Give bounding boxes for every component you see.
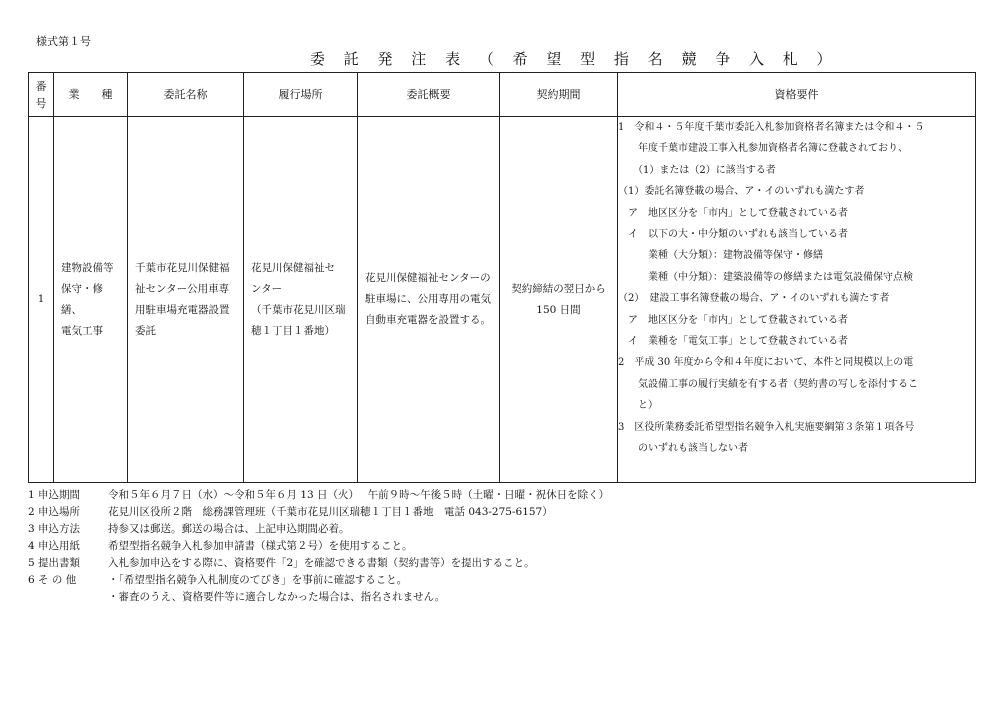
period-line: 契約締結の翌日から — [511, 282, 606, 295]
note-text: 令和５年６月７日（水）～令和５年６月 13 日（火） 午前９時～午後５時（土曜・日曜・祝休日を除く） — [108, 489, 610, 501]
cell-requirements — [618, 117, 976, 483]
requirement-line: 2 平成 30 年度から令和４年度において、本件と同規模以上の電 — [618, 357, 914, 369]
cell-name — [128, 117, 244, 483]
requirement-line: ア 地区区分を「市内」として登載されている者 — [618, 207, 848, 219]
requirement-line: 業種（中分類）：建築設備等の修繕または電気設備保守点検 — [618, 271, 913, 283]
name-line: 祉センター公用車専 — [135, 282, 230, 295]
note-label: 2 申込場所 — [28, 506, 81, 518]
period-line: 150 日間 — [536, 303, 581, 316]
note-text: 希望型指名競争入札参加申請書（様式第２号）を使用すること。 — [108, 540, 413, 552]
summary-line: 花見川保健福祉センターの — [365, 272, 491, 284]
location-line: （千葉市花見川区瑞 — [251, 303, 346, 316]
cell-type — [54, 117, 128, 483]
note-label: 5 提出書類 — [28, 557, 81, 569]
notes-section — [28, 487, 609, 606]
summary-line: 自動車充電器を設置する。 — [365, 314, 491, 326]
location-line: 穂１丁目１番地） — [251, 324, 335, 337]
requirement-line: 1 令和４・５年度千葉市委託入札参加資格者名簿または令和４・５ — [618, 122, 925, 133]
requirement-line: （1）または（2）に該当する者 — [618, 164, 776, 176]
note-text: 持参又は郵送。郵送の場合は、上記申込期間必着。 — [108, 523, 350, 535]
order-table — [28, 72, 976, 483]
name-line: 用駐車場充電器設置 — [135, 303, 230, 316]
note-text: ・「希望型指名競争入札制度のてびき」を事前に確認すること。 — [108, 574, 408, 586]
header-type: 業 種 — [54, 73, 128, 117]
cell-location — [244, 117, 358, 483]
note-text: 花見川区役所２階 総務課管理班（千葉市花見川区瑞穂１丁目１番地 電話 043-275-6157） — [108, 506, 553, 518]
requirement-line: のいずれも該当しない者 — [618, 443, 748, 455]
cell-period — [500, 117, 618, 483]
requirement-line: イ 業種を「電気工事」として登載されている者 — [618, 336, 848, 348]
note-item — [28, 572, 609, 589]
header-location: 履行場所 — [244, 73, 358, 117]
form-number: 様式第１号 — [36, 35, 91, 48]
table-header-row — [29, 73, 976, 117]
header-number — [29, 73, 54, 117]
header-number-line2: 号 — [35, 96, 47, 110]
name-line: 千葉市花見川保健福 — [135, 261, 230, 274]
note-label: 1 申込期間 — [28, 489, 81, 501]
type-line: 電気工事 — [61, 324, 103, 337]
cell-summary — [358, 117, 500, 483]
requirement-line: 気設備工事の履行実績を有する者（契約書の写しを添付するこ — [618, 378, 918, 390]
name-line: 委託 — [135, 324, 156, 337]
note-label — [28, 589, 108, 606]
header-number-line1: 番 — [35, 79, 47, 93]
header-period: 契約期間 — [500, 73, 618, 117]
page-title: 委 託 発 注 表 （ 希 望 型 指 名 競 争 入 札 ） — [310, 50, 839, 68]
cell-number — [29, 117, 54, 483]
requirement-line: ア 地区区分を「市内」として登載されている者 — [618, 314, 848, 326]
location-line: 花見川保健福祉セ — [251, 261, 335, 274]
requirement-line: イ 以下の大・中分類のいずれも該当している者 — [618, 229, 848, 241]
type-line: 保守・修繕、 — [61, 282, 103, 316]
note-text: ・審査のうえ、資格要件等に適合しなかった場合は、指名されません。 — [108, 591, 446, 603]
note-item — [28, 504, 609, 521]
row-number: 1 — [37, 293, 45, 305]
note-label: 3 申込方法 — [28, 523, 81, 535]
requirement-line: 業種（大分類）：建物設備等保守・修繕 — [618, 250, 823, 262]
requirement-line: （2） 建設工事名簿登載の場合、ア・イのいずれも満たす者 — [618, 293, 890, 305]
note-item — [28, 589, 609, 606]
location-line: ンター — [251, 282, 283, 295]
note-label: 4 申込用紙 — [28, 540, 81, 552]
requirement-line: 年度千葉市建設工事入札参加資格者名簿に登載されており、 — [618, 143, 908, 155]
table-row — [29, 117, 976, 483]
header-summary: 委託概要 — [358, 73, 500, 117]
note-label: 6 そ の 他 — [28, 574, 77, 586]
note-item — [28, 521, 609, 538]
requirement-line: と） — [618, 400, 658, 412]
requirement-line: （1）委託名簿登載の場合、ア・イのいずれも満たす者 — [618, 186, 865, 198]
summary-line: 駐車場に、公用専用の電気 — [365, 293, 491, 305]
requirement-line: 3 区役所業務委託希望型指名競争入札実施要綱第３条第１項各号 — [618, 421, 915, 433]
note-item — [28, 487, 609, 504]
header-requirements: 資格要件 — [618, 73, 976, 117]
note-item — [28, 538, 609, 555]
type-line: 建物設備等 — [61, 261, 114, 274]
note-text: 入札参加申込をする際に、資格要件「2」を確認できる書類（契約書等）を提出すること。 — [108, 557, 535, 569]
header-name: 委託名称 — [128, 73, 244, 117]
note-item — [28, 555, 609, 572]
